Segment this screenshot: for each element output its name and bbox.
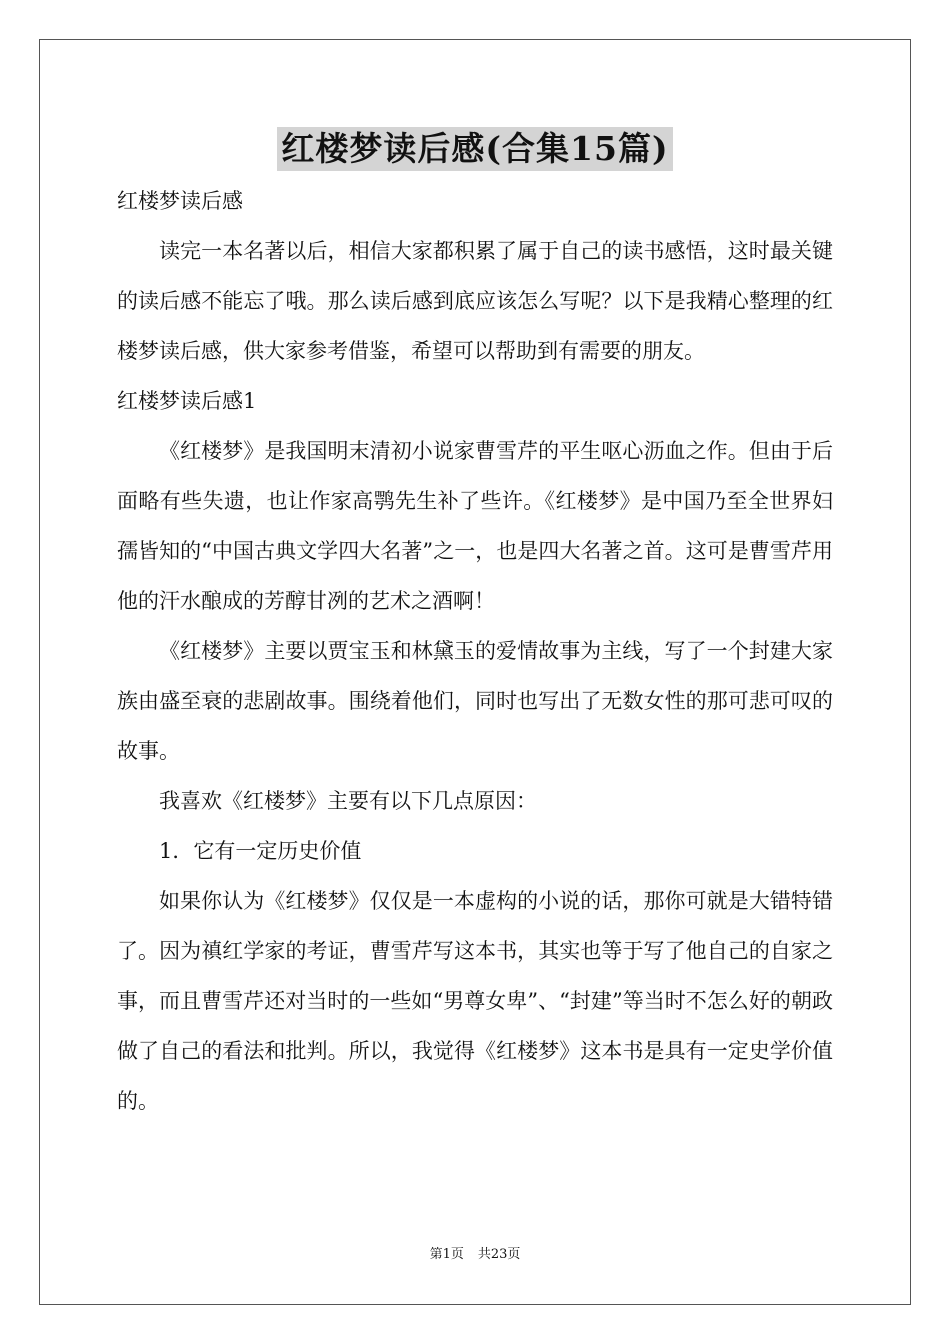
body-paragraph: 《红楼梦》主要以贾宝玉和林黛玉的爱情故事为主线，写了一个封建大家族由盛至衰的悲剧故事。围绕着他们，同时也写出了无数女性的那可悲可叹的故事。 bbox=[117, 639, 833, 763]
document-title: 红楼梦读后感(合集15篇) bbox=[277, 127, 672, 171]
page-number: 第1页 bbox=[429, 1247, 464, 1262]
document-body bbox=[117, 176, 833, 1126]
page-footer bbox=[0, 1246, 950, 1264]
essay-heading: 红楼梦读后感1 bbox=[117, 389, 257, 413]
title-block bbox=[0, 127, 950, 171]
body-paragraph: 《红楼梦》是我国明末清初小说家曹雪芹的平生呕心沥血之作。但由于后面略有些失遗，也让作家高鹗先生补了些许。《红楼梦》是中国乃至全世界妇孺皆知的“中国古典文学四大名著”之一，也是四大名著之首。这可是曹雪芹用他的汗水酿成的芳醇甘冽的艺术之酒啊！ bbox=[117, 439, 833, 613]
point-paragraph: 如果你认为《红楼梦》仅仅是一本虚构的小说的话，那你可就是大错特错了。因为禛红学家的考证，曹雪芹写这本书，其实也等于写了他自己的自家之事，而且曹雪芹还对当时的一些如“男尊女卑”、“封建”等当时不怎么好的朝政做了自己的看法和批判。所以，我觉得《红楼梦》这本书是具有一定史学价值的。 bbox=[117, 889, 833, 1113]
intro-paragraph: 读完一本名著以后，相信大家都积累了属于自己的读书感悟，这时最关键的读后感不能忘了哦。那么读后感到底应该怎么写呢？以下是我精心整理的红楼梦读后感，供大家参考借鉴，希望可以帮助到有需要的朋友。 bbox=[117, 239, 833, 363]
body-paragraph: 我喜欢《红楼梦》主要有以下几点原因： bbox=[159, 789, 537, 813]
section-heading: 红楼梦读后感 bbox=[117, 189, 243, 213]
page-total: 共23页 bbox=[477, 1247, 521, 1262]
point-heading: 1．它有一定历史价值 bbox=[159, 839, 362, 863]
